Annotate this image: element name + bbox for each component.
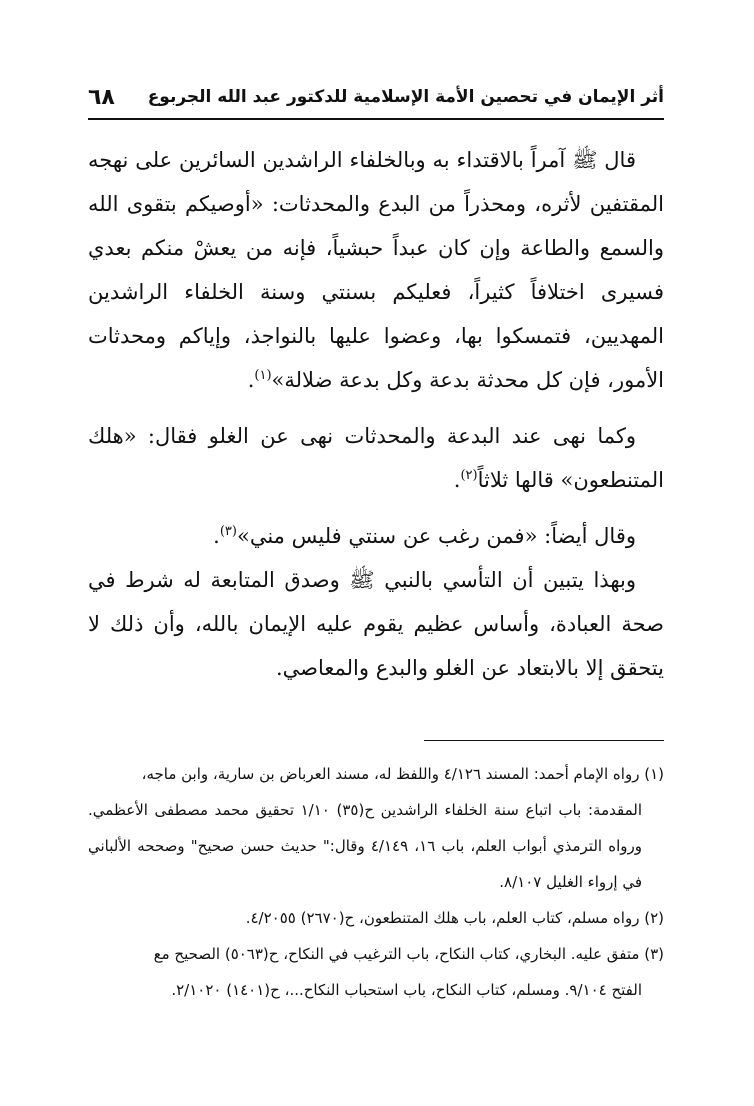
- footnote-1-continued: [88, 792, 664, 900]
- footnote-3-text: (٣) متفق عليه. البخاري، كتاب النكاح، باب الترغيب في النكاح، ح(٥٠٦٣) الصحيح مع: [153, 945, 664, 963]
- footnote-separator: [424, 740, 664, 741]
- paragraph-1-end: .: [247, 368, 255, 392]
- paragraph-2: [88, 414, 664, 502]
- paragraph-3-text: وقال أيضاً: «فمن رغب عن سنتي فليس مني»: [236, 524, 636, 548]
- header-rule: [88, 118, 664, 120]
- footnote-ref-2: (٢): [460, 468, 478, 483]
- footnote-2-text: (٢) رواه مسلم، كتاب العلم، باب هلك المتنطعون، ح(٢٦٧٠) ٤/٢٠٥٥.: [245, 909, 664, 927]
- paragraph-2-end: .: [453, 468, 461, 492]
- footnote-3-continued: [88, 972, 664, 1008]
- running-header: [88, 80, 664, 114]
- paragraph-3-end: .: [213, 524, 220, 548]
- footnote-1: [88, 756, 664, 792]
- paragraph-1-text: قال ﷺ آمراً بالاقتداء به وبالخلفاء الراشدين السائرين على نهجه المقتفين لأثره، ومحذراً من البدع والمحدثات: «أوصيكم بتقوى الله والسمع والطاعة وإن كان عبداً حبشياً، فإنه من يعشْ منكم بعدي فسيرى اختلافاً كثيراً، فعليكم بسنتي وسنة الخلفاء الراشدين المهديين، فتمسكوا بها، وعضوا عليها بالنواجذ، وإياكم ومحدثات الأمور، فإن كل محدثة بدعة وكل بدعة ضلالة»: [88, 148, 664, 392]
- main-text: [88, 138, 664, 690]
- paragraph-4: [88, 558, 664, 690]
- footnote-1-text: (١) رواه الإمام أحمد: المسند ٤/١٢٦ واللفظ له، مسند العرباض بن سارية، وابن ماجه،: [141, 765, 664, 783]
- footnote-3-rest: الفتح ٩/١٠٤. ومسلم، كتاب النكاح، باب استحباب النكاح...، ح(١٤٠١) ٢/١٠٢٠.: [171, 981, 642, 999]
- paragraph-3: [88, 514, 664, 558]
- footnote-ref-3: (٣): [219, 524, 237, 539]
- footnote-2: [88, 900, 664, 936]
- footnote-3: [88, 936, 664, 972]
- paragraph-1: [88, 138, 664, 402]
- paragraph-2-text: وكما نهى عند البدعة والمحدثات نهى عن الغلو فقال: «هلك المتنطعون» قالها ثلاثاً: [88, 424, 664, 492]
- header-title: أثر الإيمان في تحصين الأمة الإسلامية للدكتور عبد الله الجربوع: [147, 87, 664, 107]
- footnote-1-rest: المقدمة: باب اتباع سنة الخلفاء الراشدين ح(٣٥) ١/١٠ تحقيق محمد مصطفى الأعظمي. ورواه الترمذي أبواب العلم، باب ١٦، ٤/١٤٩ وقال:" حديث حسن صحيح" وصححه الألباني في إرواء الغليل ٨/١٠٧.: [88, 801, 642, 891]
- paragraph-4-text: وبهذا يتبين أن التأسي بالنبي ﷺ وصدق المتابعة له شرط في صحة العبادة، وأساس عظيم يقوم عليه الإيمان بالله، وأن ذلك لا يتحقق إلا بالابتعاد عن الغلو والبدع والمعاصي.: [88, 568, 664, 680]
- page-number: ٦٨: [88, 84, 115, 110]
- footnote-ref-1: (١): [254, 368, 272, 383]
- footnotes: [88, 756, 664, 1008]
